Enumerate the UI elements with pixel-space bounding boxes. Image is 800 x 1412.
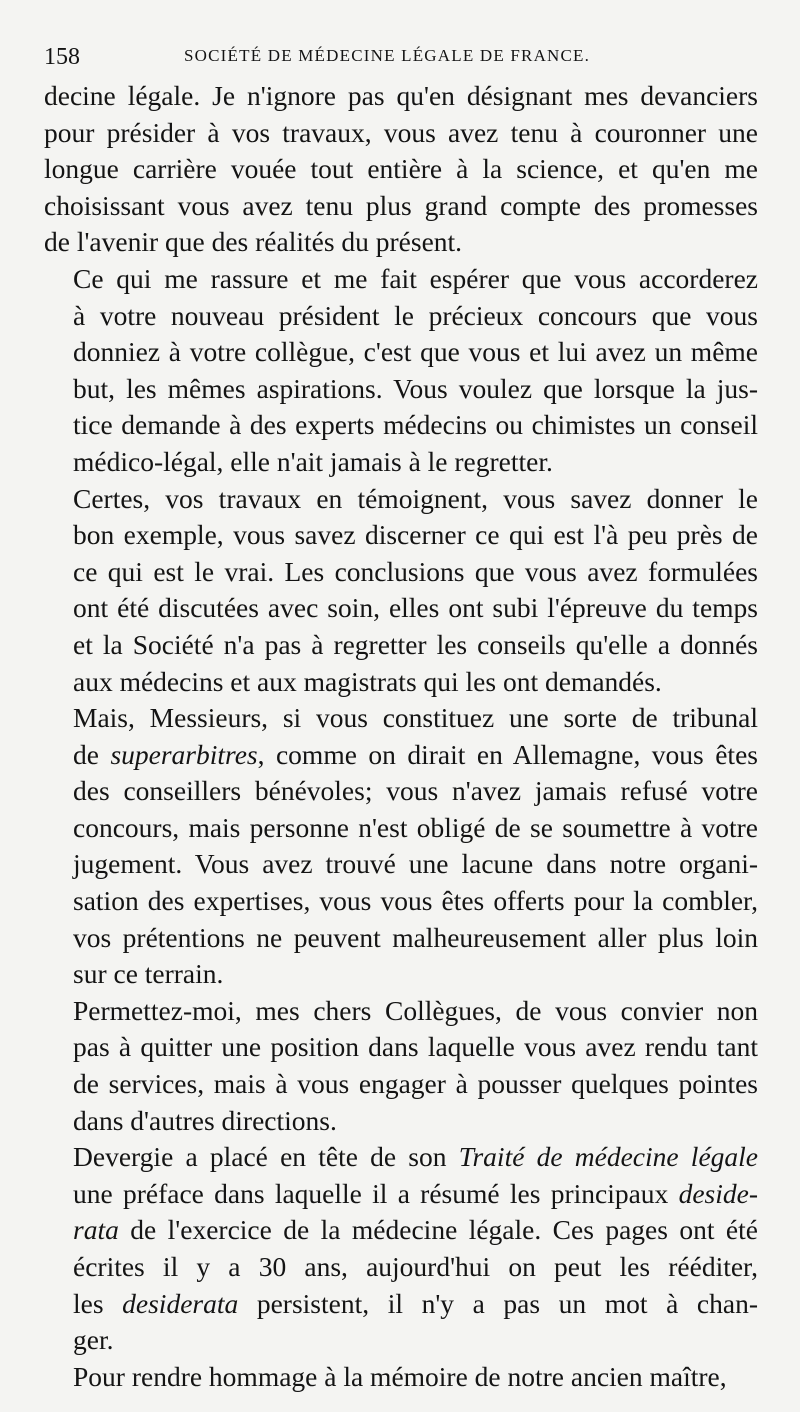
text-line: Ce qui me rassure et me fait espérer que vous accorderez <box>73 262 758 294</box>
text-line: de services, mais à vous engager à pousser quelques pointes <box>73 1068 758 1100</box>
text-line <box>44 1286 758 1323</box>
text-line: à votre nouveau président le précieux concours que vous <box>73 299 758 331</box>
text-line <box>44 1212 758 1249</box>
text-line: vos prétentions ne peuvent malheureusement aller plus loin <box>73 921 758 953</box>
text-line: sation des expertises, vous vous êtes offerts pour la combler, <box>73 885 758 917</box>
italic-term: Traité de médecine légale <box>458 1141 758 1173</box>
text-line: aux médecins et aux magistrats qui les ont demandés. <box>73 665 662 697</box>
running-head: SOCIÉTÉ DE MÉDECINE LÉGALE DE FRANCE. <box>184 46 591 65</box>
text-line: Pour rendre hommage à la mémoire de notre ancien maître, <box>73 1360 727 1392</box>
text-line: decine légale. Je n'ignore pas qu'en désignant mes devanciers <box>44 80 758 111</box>
text-line: jugement. Vous avez trouvé une lacune dans notre organi- <box>73 848 758 880</box>
text-line: Certes, vos travaux en témoignent, vous savez donner le <box>73 482 758 514</box>
paragraph <box>44 1359 758 1396</box>
text-line: de l'avenir que des réalités du présent. <box>44 226 463 258</box>
text-line: pas à quitter une position dans laquelle vous avez rendu tant <box>73 1031 758 1063</box>
text-line: choisissant vous avez tenu plus grand compte des promesses <box>44 189 758 221</box>
italic-term: superarbitres <box>110 738 258 770</box>
text-line: ger. <box>73 1324 114 1356</box>
text-line: donniez à votre collègue, c'est que vous et lui avez un même <box>73 336 758 368</box>
text-line: ce qui est le vrai. Les conclusions que vous avez formulées <box>73 555 758 587</box>
text-line: et la Société n'a pas à regretter les conseils qu'elle a donnés <box>73 628 758 660</box>
paragraph <box>44 481 758 701</box>
text-segment: de <box>73 738 111 770</box>
text-segment: une préface dans laquelle il a résumé les principaux <box>73 1177 679 1209</box>
text-line <box>44 1139 758 1176</box>
text-line: Permettez-moi, mes chers Collègues, de vous convier non <box>73 994 758 1026</box>
text-segment: , comme on dirait en Allemagne, vous êtes <box>257 738 758 770</box>
text-line: bon exemple, vous savez discerner ce qui est l'à peu près de <box>73 519 758 551</box>
text-line: Mais, Messieurs, si vous constituez une sorte de tribunal <box>73 702 758 734</box>
paragraph <box>44 993 758 1139</box>
text-segment: les <box>73 1287 123 1319</box>
text-line: écrites il y a 30 ans, aujourd'hui on peut les rééditer, <box>73 1251 758 1282</box>
paragraph <box>44 700 758 993</box>
text-segment: Devergie a placé en tête de son <box>73 1141 459 1173</box>
text-line: ont été discutées avec soin, elles ont subi l'épreuve du temps <box>73 592 758 624</box>
italic-term: deside- <box>678 1177 758 1209</box>
text-line: dans d'autres directions. <box>73 1104 337 1136</box>
text-line: médico-légal, elle n'ait jamais à le regretter. <box>73 445 553 477</box>
text-line: sur ce terrain. <box>73 958 224 990</box>
italic-term: desiderata <box>122 1287 239 1319</box>
text-line: but, les mêmes aspirations. Vous voulez que lorsque la jus- <box>73 372 758 404</box>
body-text <box>44 78 758 1395</box>
text-line <box>44 1176 758 1213</box>
page-number: 158 <box>44 44 80 70</box>
text-line: tice demande à des experts médecins ou chimistes un conseil <box>73 409 758 441</box>
text-segment: persistent, il n'y a pas un mot à chan- <box>238 1287 758 1319</box>
text-line: des conseillers bénévoles; vous n'avez jamais refusé votre <box>73 775 758 807</box>
text-segment: de l'exercice de la médecine légale. Ces pages ont été <box>118 1214 758 1246</box>
text-line: pour présider à vos travaux, vous avez tenu à couronner une <box>44 116 758 148</box>
page-header <box>44 36 758 78</box>
italic-term: rata <box>73 1214 119 1246</box>
paragraph <box>44 1139 758 1359</box>
paragraph <box>44 261 758 481</box>
text-line: longue carrière vouée tout entière à la science, et qu'en me <box>44 153 758 185</box>
text-line: concours, mais personne n'est obligé de se soumettre à votre <box>73 811 758 843</box>
text-line <box>44 737 758 774</box>
paragraph <box>44 78 758 261</box>
